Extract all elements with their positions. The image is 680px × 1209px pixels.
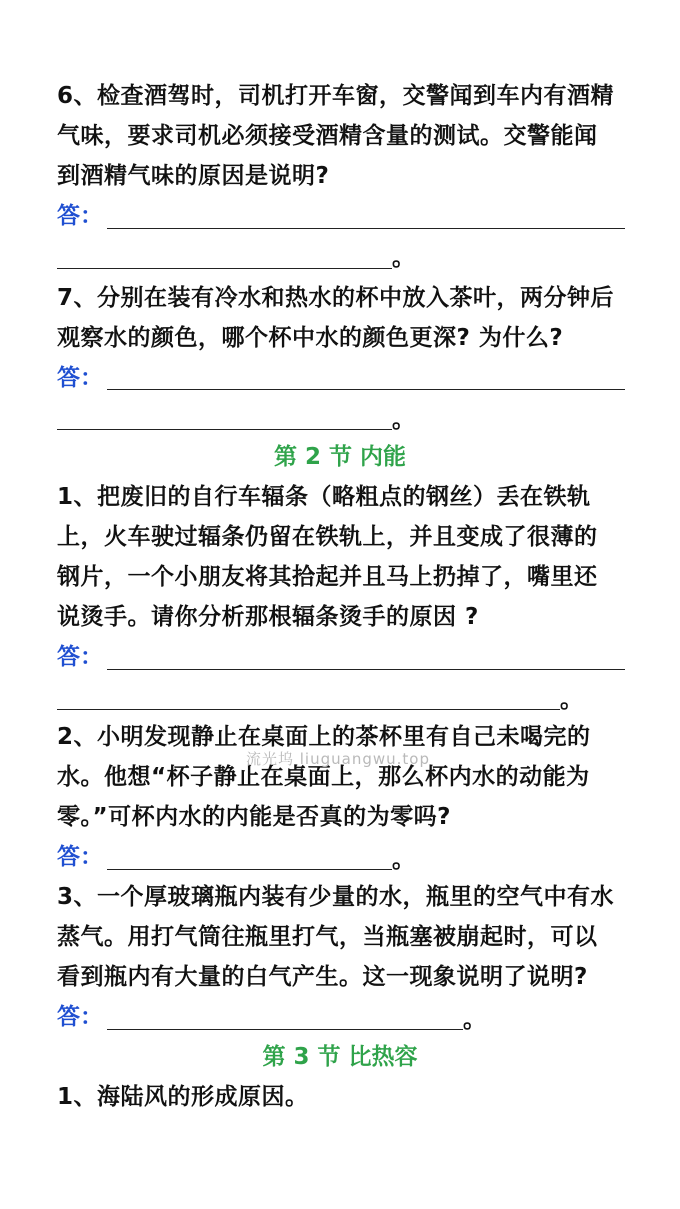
answer-7-blank-line-2[interactable] [57,429,392,430]
answer-s2-2-period: 。 [392,847,415,873]
section-3-q1: 1、海陆风的形成原因。 [57,1084,309,1110]
answer-label: 答： [57,365,103,391]
answer-label: 答： [57,644,103,670]
answer-label: 答： [57,203,103,229]
answer-7 [57,358,105,398]
section-2-q1-line-2: 上，火车驶过辐条仍留在铁轨上，并且变成了很薄的 [57,524,598,550]
answer-s2-1-period: 。 [560,687,583,713]
answer-6-blank-line-2[interactable] [57,268,392,269]
section-2-q2-line-3: 零。”可杯内水的内能是否真的为零吗? [57,804,451,830]
section-2-q3-line-1: 3、一个厚玻璃瓶内装有少量的水，瓶里的空气中有水 [57,884,615,910]
answer-7-blank-line-1[interactable] [107,389,625,390]
question-7-line-1: 7、分别在装有冷水和热水的杯中放入茶叶，两分钟后 [57,285,615,311]
section-2-q1-line-3: 钢片，一个小朋友将其拾起并且马上扔掉了，嘴里还 [57,564,598,590]
answer-s2-2-blank-line[interactable] [107,869,392,870]
section-2-q3-line-2: 蒸气。用打气筒往瓶里打气，当瓶塞被崩起时，可以 [57,924,598,950]
answer-6-period: 。 [392,245,415,271]
answer-s2-1-blank-line-1[interactable] [107,669,625,670]
answer-label: 答： [57,1004,103,1030]
section-2-q1-line-1: 1、把废旧的自行车辐条（略粗点的钢丝）丢在铁轨 [57,484,591,510]
question-6-line-3: 到酒精气味的原因是说明? [57,163,330,189]
answer-6 [57,196,105,236]
answer-label: 答： [57,844,103,870]
answer-s2-3-blank-line[interactable] [107,1029,463,1030]
answer-7-period: 。 [392,407,415,433]
answer-s2-2 [57,837,105,877]
section-2-q3-line-3: 看到瓶内有大量的白气产生。这一现象说明了说明? [57,964,588,990]
answer-s2-1 [57,637,105,677]
section-2-q2-line-1: 2、小明发现静止在桌面上的茶杯里有自己未喝完的 [57,724,591,750]
section-3-heading: 第 3 节 比热容 [262,1044,418,1070]
question-6-line-1: 6、检查酒驾时，司机打开车窗，交警闻到车内有酒精 [57,83,615,109]
section-2-q2-line-2: 水。他想“杯子静止在桌面上，那么杯内水的动能为 [57,764,590,790]
watermark: 流光坞 liuguangwu.top [246,750,430,768]
answer-s2-1-blank-line-2[interactable] [57,709,560,710]
question-7-line-2: 观察水的颜色，哪个杯中水的颜色更深? 为什么? [57,325,564,351]
answer-6-blank-line-1[interactable] [107,228,625,229]
section-2-heading: 第 2 节 内能 [273,444,407,470]
answer-s2-3 [57,997,105,1037]
section-2-q1-line-4: 说烫手。请你分析那根辐条烫手的原因 ? [57,604,479,630]
answer-s2-3-period: 。 [463,1007,486,1033]
question-6-line-2: 气味，要求司机必须接受酒精含量的测试。交警能闻 [57,123,598,149]
